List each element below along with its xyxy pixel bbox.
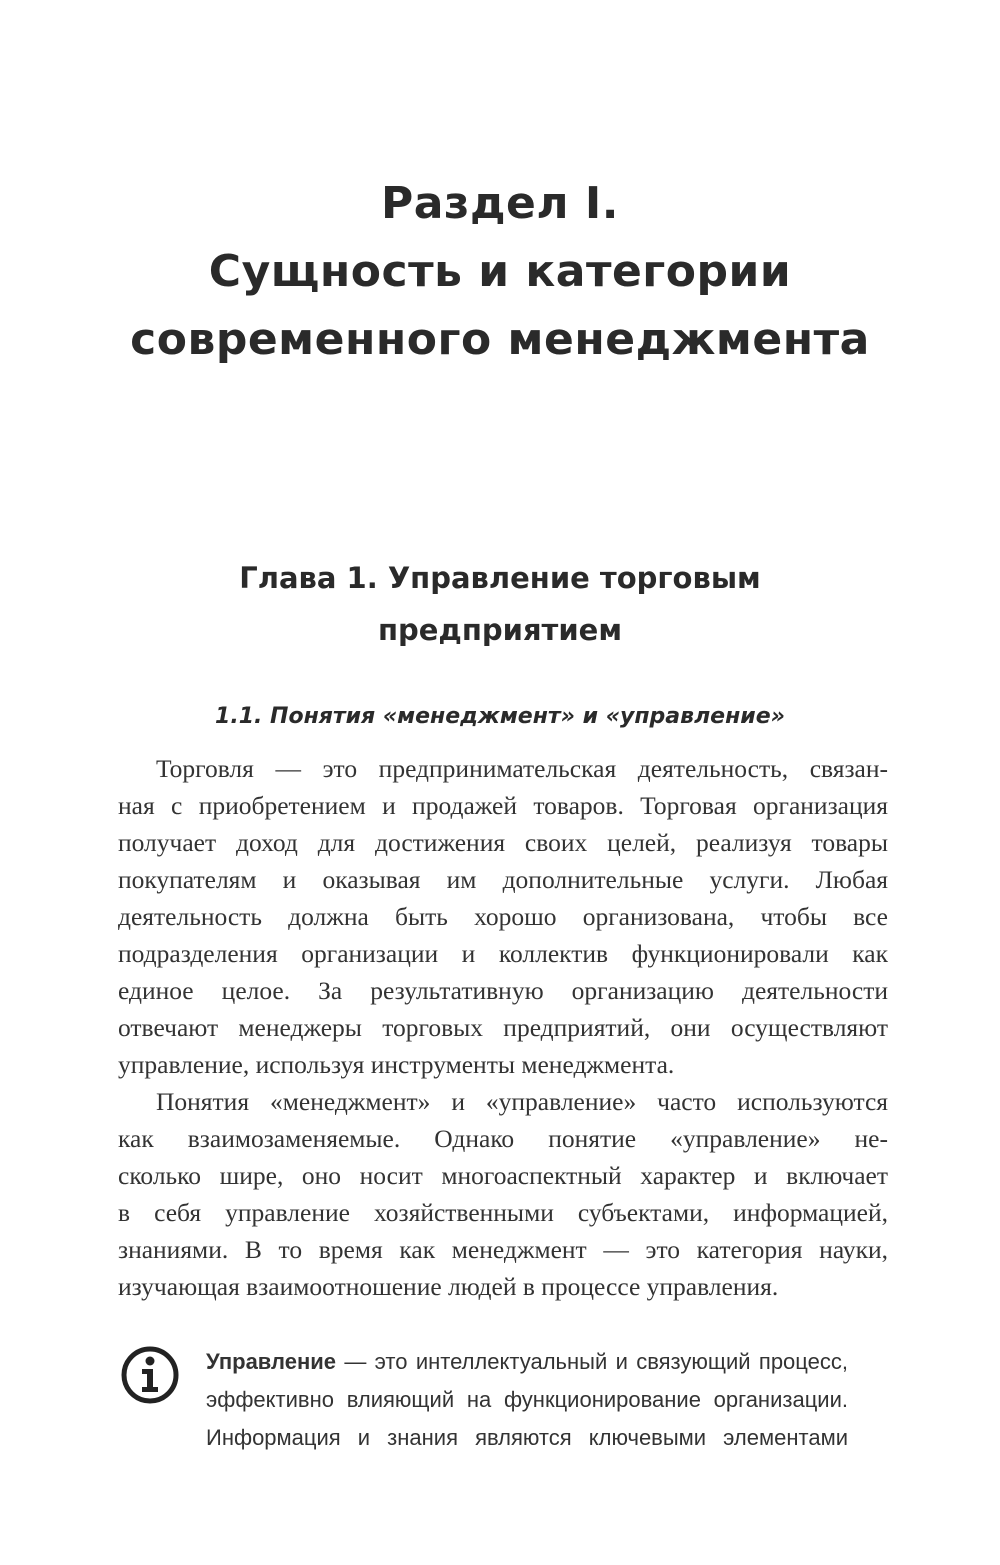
text-line: Понятия «менеджмент» и «управление» часто используются [156, 1087, 888, 1116]
section-title-line: Раздел I. [380, 178, 619, 229]
subsection-title: 1.1. Понятия «менеджмент» и «управление» [215, 704, 785, 729]
definition-line: Информация и знания являются ключевыми элементами [206, 1425, 848, 1450]
section-title-line: современного менеджмента [130, 314, 870, 365]
text-line: знаниями. В то время как менеджмент — это категория науки, [118, 1235, 888, 1264]
paragraph [118, 750, 888, 1083]
text-line: изучающая взаимоотношение людей в процессе управления. [118, 1272, 779, 1301]
definition-line: эффективно влияющий на функционирование организации. [206, 1387, 848, 1412]
text-line: Торговля — это предпринимательская деятельность, связан- [156, 754, 888, 783]
paragraph [118, 1083, 888, 1305]
text-line: покупателям и оказывая им дополнительные услуги. Любая [118, 865, 888, 894]
body-text [118, 750, 888, 1305]
text-line: управление, используя инструменты менеджмента. [118, 1050, 675, 1079]
text-line: подразделения организации и коллектив функционировали как [118, 939, 888, 968]
definition-term: Управление [206, 1349, 337, 1374]
chapter-title-line: Глава 1. Управление торговым [239, 561, 761, 595]
text-line: как взаимозаменяемые. Однако понятие «управление» не- [118, 1124, 888, 1153]
definition-text [206, 1343, 848, 1457]
info-icon [120, 1345, 180, 1405]
chapter-title [100, 552, 900, 656]
text-line: ная с приобретением и продажей товаров. Торговая организация [118, 791, 888, 820]
chapter-title-line: предприятием [377, 613, 623, 647]
text-line: сколько шире, оно носит многоаспектный характер и включает [118, 1161, 888, 1190]
section-title [60, 170, 940, 374]
text-line: отвечают менеджеры торговых предприятий, они осуществляют [118, 1013, 888, 1042]
definition-line-rest: — это интеллектуальный и связующий процесс, [336, 1349, 848, 1374]
text-line: в себя управление хозяйственными субъектами, информацией, [118, 1198, 888, 1227]
definition-line [206, 1343, 848, 1381]
text-line: деятельность должна быть хорошо организована, чтобы все [118, 902, 888, 931]
section-title-line: Сущность и категории [208, 246, 792, 297]
text-line: единое целое. За результативную организацию деятельности [118, 976, 888, 1005]
text-line: получает доход для достижения своих целей, реализуя товары [118, 828, 888, 857]
